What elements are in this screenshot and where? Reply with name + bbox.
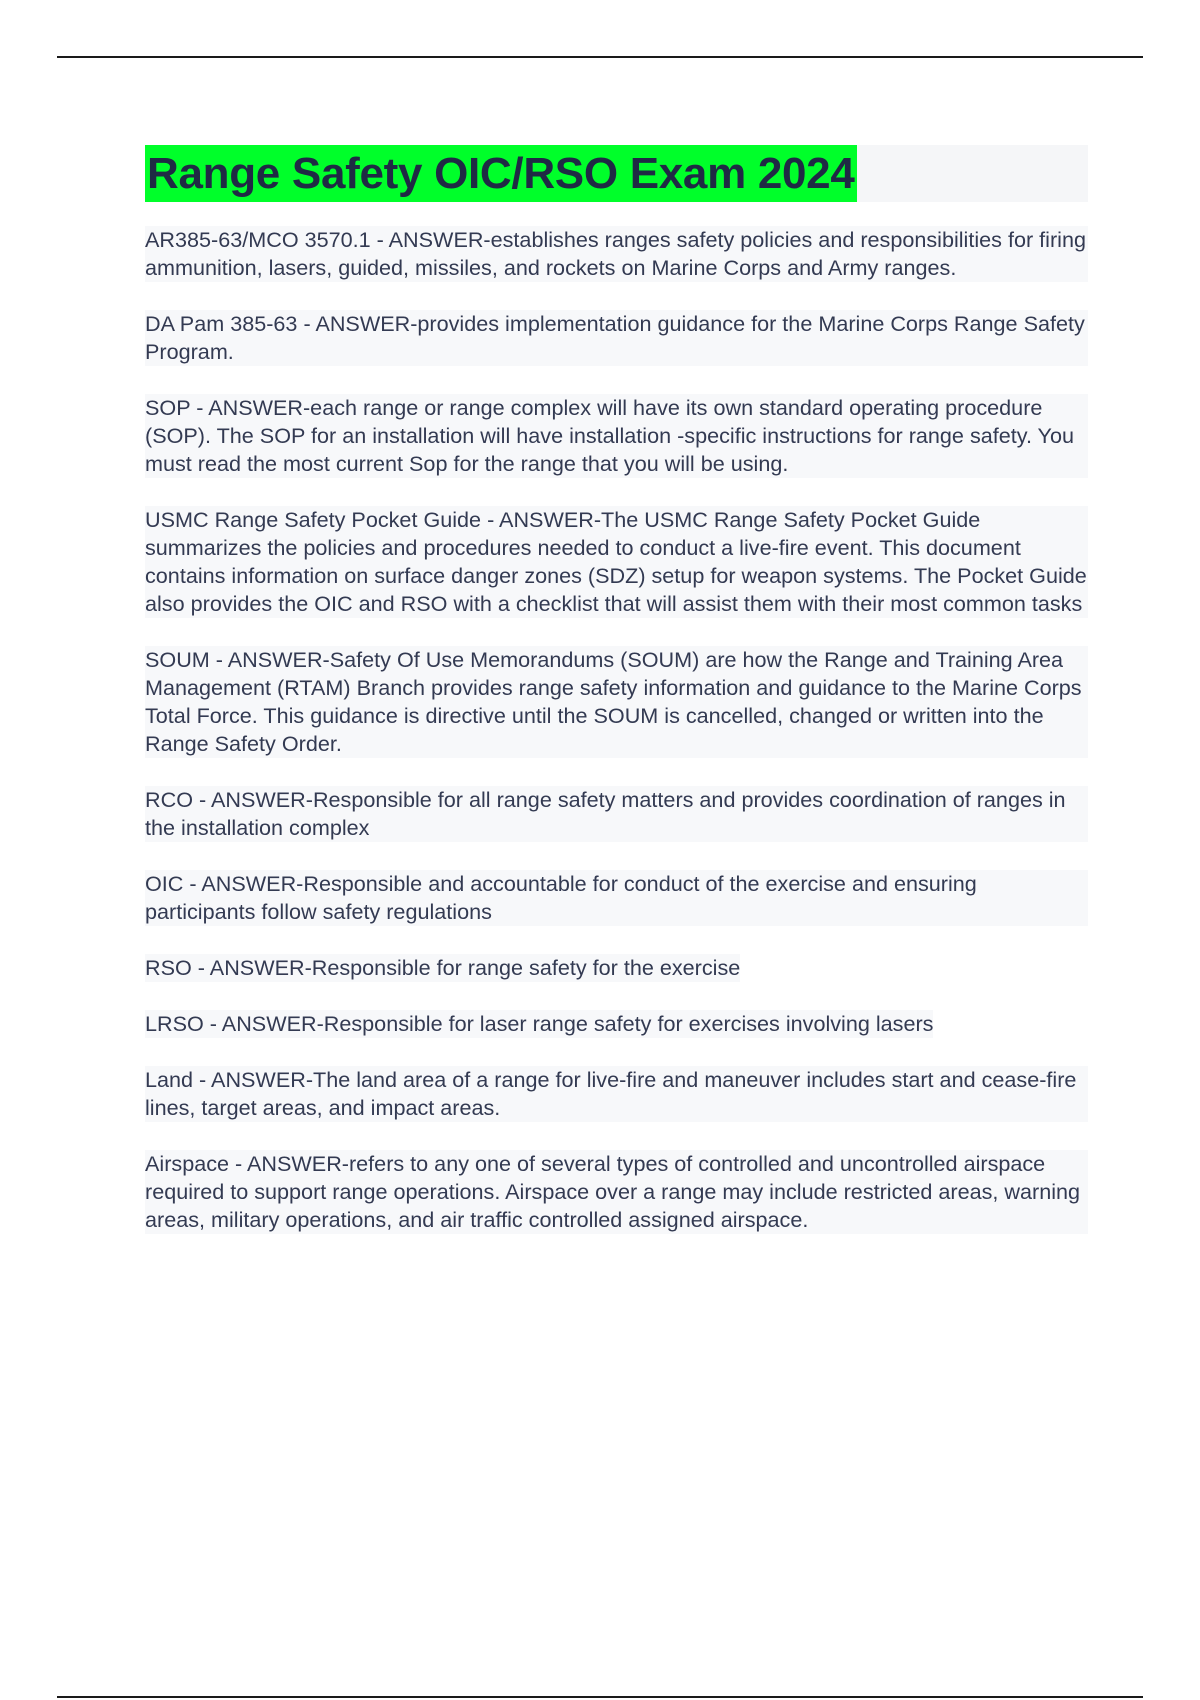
- qa-item: RSO - ANSWER-Responsible for range safety for the exercise: [145, 955, 741, 980]
- qa-item: Airspace - ANSWER-refers to any one of several types of controlled and uncontrolled airspace required to support range operations. Airspace over a range may include restricted areas, warning areas, military operations, and air traffic controlled assigned airspace.: [145, 1150, 1088, 1234]
- qa-item: Land - ANSWER-The land area of a range for live-fire and maneuver includes start and cease-fire lines, target areas, and impact areas.: [145, 1066, 1088, 1122]
- qa-list: [145, 226, 1088, 1234]
- qa-item: OIC - ANSWER-Responsible and accountable for conduct of the exercise and ensuring participants follow safety regulations: [145, 870, 1088, 926]
- qa-item: DA Pam 385-63 - ANSWER-provides implementation guidance for the Marine Corps Range Safety Program.: [145, 310, 1088, 366]
- top-rule: [57, 56, 1143, 58]
- qa-item: LRSO - ANSWER-Responsible for laser range safety for exercises involving lasers: [145, 1011, 934, 1036]
- qa-item: RCO - ANSWER-Responsible for all range safety matters and provides coordination of ranges in the installation complex: [145, 786, 1088, 842]
- document-body: [145, 145, 1088, 1262]
- qa-item: SOUM - ANSWER-Safety Of Use Memorandums (SOUM) are how the Range and Training Area Management (RTAM) Branch provides range safety information and guidance to the Marine Corps Total Force. This guidance is directive until the SOUM is cancelled, changed or written into the Range Safety Order.: [145, 646, 1088, 758]
- title-bar: [145, 145, 1088, 202]
- bottom-rule: [57, 1696, 1143, 1698]
- document-title: Range Safety OIC/RSO Exam 2024: [145, 145, 857, 202]
- qa-item: SOP - ANSWER-each range or range complex will have its own standard operating procedure (SOP). The SOP for an installation will have installation -specific instructions for range safety. You must read the most current Sop for the range that you will be using.: [145, 394, 1088, 478]
- qa-item: USMC Range Safety Pocket Guide - ANSWER-The USMC Range Safety Pocket Guide summarizes the policies and procedures needed to conduct a live-fire event. This document contains information on surface danger zones (SDZ) setup for weapon systems. The Pocket Guide also provides the OIC and RSO with a checklist that will assist them with their most common tasks: [145, 507, 1087, 616]
- qa-item: AR385-63/MCO 3570.1 - ANSWER-establishes ranges safety policies and responsibilities for firing ammunition, lasers, guided, missiles, and rockets on Marine Corps and Army ranges.: [145, 226, 1088, 282]
